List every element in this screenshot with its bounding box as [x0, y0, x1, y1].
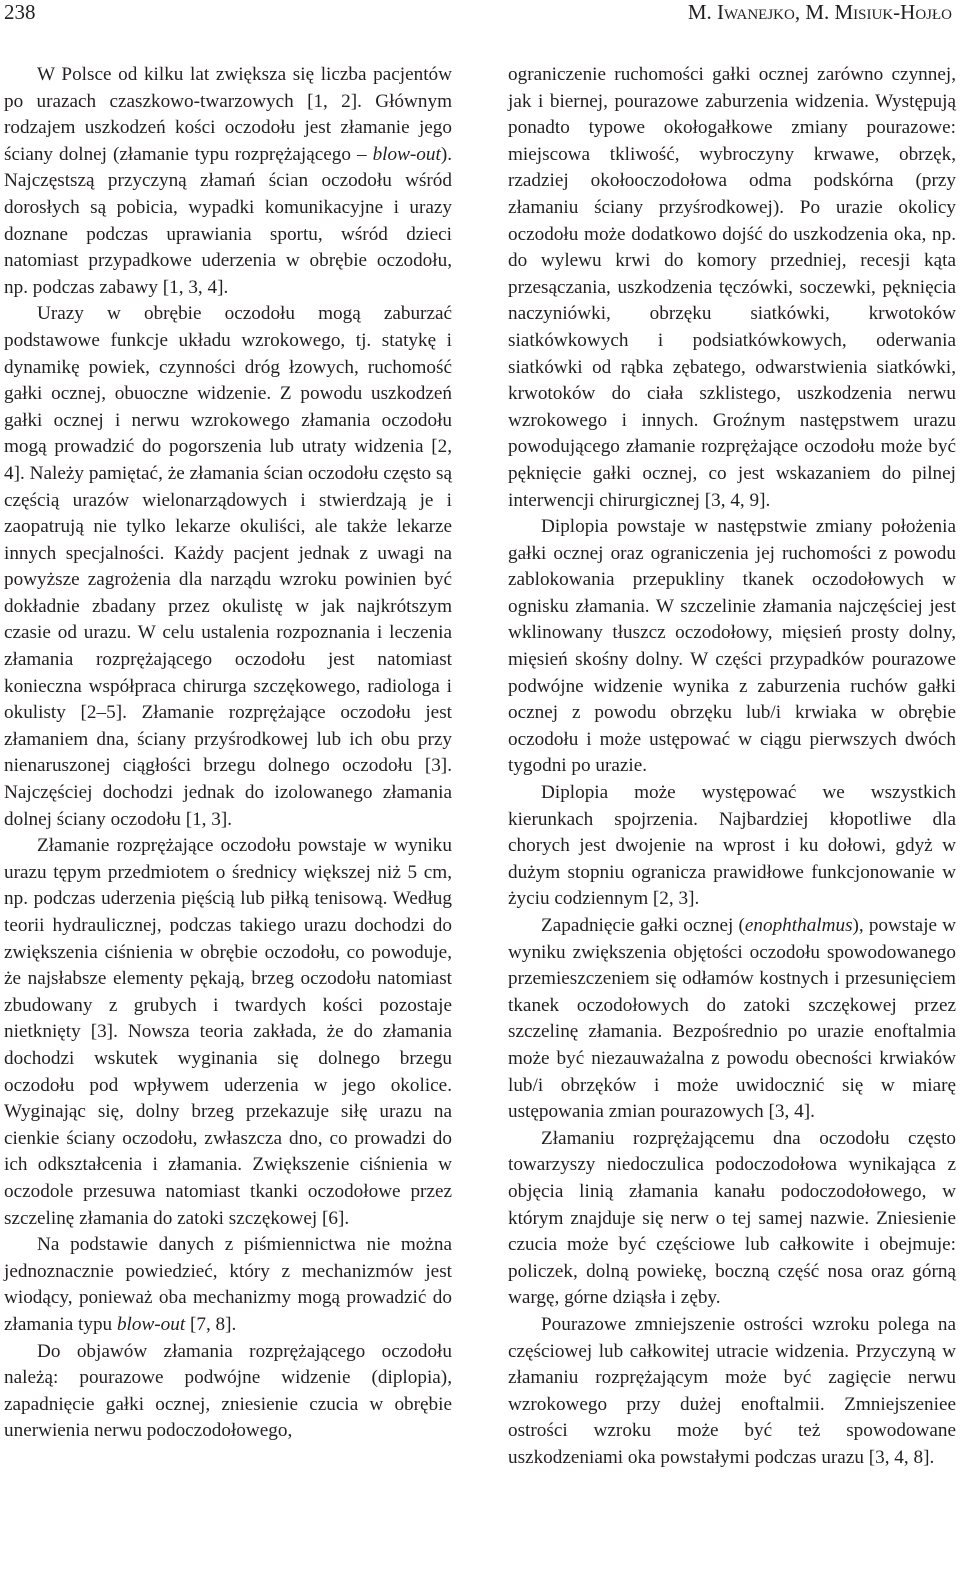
paragraph — [4, 1232, 452, 1338]
page-number: 238 — [4, 0, 36, 24]
paragraph: Do objawów złamania rozprężającego oczodołu należą: pourazowe podwójne widzenie (diplopia), zapadnięcie gałki ocznej, zniesienie czucia w obrębie unerwienia nerwu podoczodołowego, — [4, 1340, 452, 1442]
emphasis-text: blow-out — [372, 143, 441, 165]
paragraph: Diplopia powstaje w następstwie zmiany położenia gałki ocznej oraz ograniczenia jej ruchomości z powodu zablokowania przepukliny tkanek oczodołowych w ognisku złamania. W szczelinie złamania najczęściej jest wklinowany tłuszcz oczodołowy, mięsień prosty dolny, mięsień skośny dolny. W części przypadków pourazowe podwójne widzenie wynika z zaburzenia ruchów gałki ocznej z powodu obrzęku lub/i krwiaka w obrębie oczodołu i może ustępować w ciągu pierwszych dwóch tygodni po urazie. — [508, 516, 956, 777]
paragraph — [4, 62, 452, 301]
emphasis-text: blow-out — [116, 1313, 186, 1335]
paragraph-text: ). Najczęstszą przyczyną złamań ścian oczodołu wśród dorosłych są pobicia, wypadki komunikacyjne i urazy doznane podczas uprawiania sportu, wśród dzieci natomiast przypadkowe uderzenia w obrębie oczodołu, np. podczas zabawy [1, 3, 4]. — [4, 143, 452, 298]
paragraph — [508, 913, 956, 1126]
paragraph: Diplopia może występować we wszystkich kierunkach spojrzenia. Najbardziej kłopotliwe dla chorych jest dwojenie na wprost i ku dołowi, gdyż w dużym stopniu ogranicza prawidłowe funkcjonowanie w życiu codziennym [2, 3]. — [508, 782, 956, 910]
paragraph: Złamanie rozprężające oczodołu powstaje w wyniku urazu tępym przedmiotem o średnicy większej niż 5 cm, np. podczas uderzenia pięścią lub piłką tenisową. Według teorii hydraulicznej, podczas takiego urazu dochodzi do zwiększenia ciśnienia w obrębie oczodołu, co powoduje, że najsłabsze elementy pękają, brzeg oczodołu natomiast zbudowany z grubych i twardych kości pozostaje nietknięty [3]. Nowsza teoria zakłada, że do złamania dochodzi wskutek wyginania się dolnego brzegu oczodołu pod wpływem uderzenia w jego okolice. Wyginając się, dolny brzeg przekazuje siłę urazu na cienkie ściany oczodołu, zwłaszcza dno, co prowadzi do ich odkształcenia i złamania. Zwiększenie ciśnienia w oczodole przesuwa natomiast tkanki oczodołowe przez szczelinę złamania do zatoki szczękowej [6]. — [4, 835, 452, 1229]
left-column — [4, 62, 452, 1445]
running-head-authors: M. Iwanejko, M. Misiuk-Hojło — [687, 0, 952, 24]
paragraph-text: Na podstawie danych z piśmiennictwa nie można jednoznacznie powiedzieć, który z mechanizmów jest wiodący, ponieważ oba mechanizmy mogą prowadzić do złamania typu — [4, 1234, 452, 1335]
paragraph-text: Zapadnięcie gałki ocznej ( — [541, 915, 745, 936]
emphasis-text: enophthalmus — [744, 915, 853, 936]
paragraph-text: [7, 8]. — [185, 1313, 237, 1335]
paragraph-text: ), powstaje w wyniku zwiększenia objętości oczodołu spowodowanego przemieszczeniem się odłamów kostnych i przesunięciem tkanek oczodołowych do zatoki szczękowej przez szczelinę złamania. Bezpośrednio po urazie enoftalmia może być niezauważalna z powodu obecności krwiaków lub/i obrzęków i może uwidocznić się w miarę ustępowania zmian pourazowych [3, 4]. — [508, 915, 956, 1123]
paragraph: Urazy w obrębie oczodołu mogą zaburzać podstawowe funkcje układu wzrokowego, tj. statykę i dynamikę powiek, czynności dróg łzowych, ruchomość gałki ocznej, obuoczne widzenie. Z powodu uszkodzeń gałki ocznej i nerwu wzrokowego złamania oczodołu mogą prowadzić do pogorszenia lub utraty widzenia [2, 4]. Należy pamiętać, że złamania ścian oczodołu często są częścią urazów wielonarządowych i stwierdzają je i zaopatrują nie tylko lekarze okuliści, ale także lekarze innych specjalności. Każdy pacjent jednak z uwagi na powyższe zagrożenia dla narządu wzroku powinien być dokładnie zbadany przez okulistę w jak najkrótszym czasie od urazu. W celu ustalenia rozpoznania i leczenia złamania rozprężającego oczodołu jest natomiast konieczna współpraca chirurga szczękowego, radiologa i okulisty [2–5]. Złamanie rozprężające oczodołu jest złamaniem dna, ściany przyśrodkowej lub ich obu przy nienaruszonej ciągłości brzegu dolnego oczodołu [3]. Najczęściej dochodzi jednak do izolowanego złamania dolnej ściany oczodołu [1, 3]. — [4, 303, 452, 830]
paragraph: ograniczenie ruchomości gałki ocznej zarówno czynnej, jak i biernej, pourazowe zaburzenia widzenia. Występują ponadto typowe okołogałkowe zmiany pourazowe: miejscowa tkliwość, wybroczyny krwawe, obrzęk, rzadziej okołooczodołowa odma podskórna (przy złamaniu ściany przyśrodkowej). Po urazie okolicy oczodołu może dodatkowo dojść do uszkodzenia oka, np. do wylewu krwi do komory przedniej, recesji kąta przesączania, uszkodzenia tęczówki, soczewki, pęknięcia naczyniówki, obrzęku siatkówki, krwotoków siatkówkowych i podsiatkówkowych, oderwania siatkówki od rąbka zębatego, odwarstwienia siatkówki, krwotoków do ciała szklistego, uszkodzenia nerwu wzrokowego i innych. Groźnym następstwem urazu powodującego złamanie rozprężające oczodołu może być pęknięcie gałki ocznej, co jest wskazaniem do pilnej interwencji chirurgicznej [3, 4, 9]. — [508, 64, 956, 511]
paragraph: Pourazowe zmniejszenie ostrości wzroku polega na częściowej lub całkowitej utracie widzenia. Przyczyną w złamaniu rozprężającym może być zagięcie nerwu wzrokowego przy dużej enoftalmii. Zmniejszeniee ostrości wzroku może być też spowodowane uszkodzeniami oka powstałymi podczas urazu [3, 4, 8]. — [508, 1313, 956, 1468]
right-column — [508, 62, 956, 1471]
paragraph: Złamaniu rozprężającemu dna oczodołu często towarzyszy niedoczulica podoczodołowa wynikająca z objęcia linią złamania kanału podoczodołowego, w którym znajduje się nerw o tej samej nazwie. Zniesienie czucia może być częściowe lub całkowite i obejmuje: policzek, dolną powiekę, boczną część nosa oraz górną wargę, górne dziąsła i zęby. — [508, 1127, 956, 1309]
page-header — [0, 0, 960, 34]
paragraph-text: W Polsce od kilku lat zwiększa się liczba pacjentów po urazach czaszkowo-twarzowych [1, 2]. Głównym rodzajem uszkodzeń kości oczodołu jest złamanie jego ściany dolnej (złamanie typu rozprężającego – — [4, 64, 452, 165]
